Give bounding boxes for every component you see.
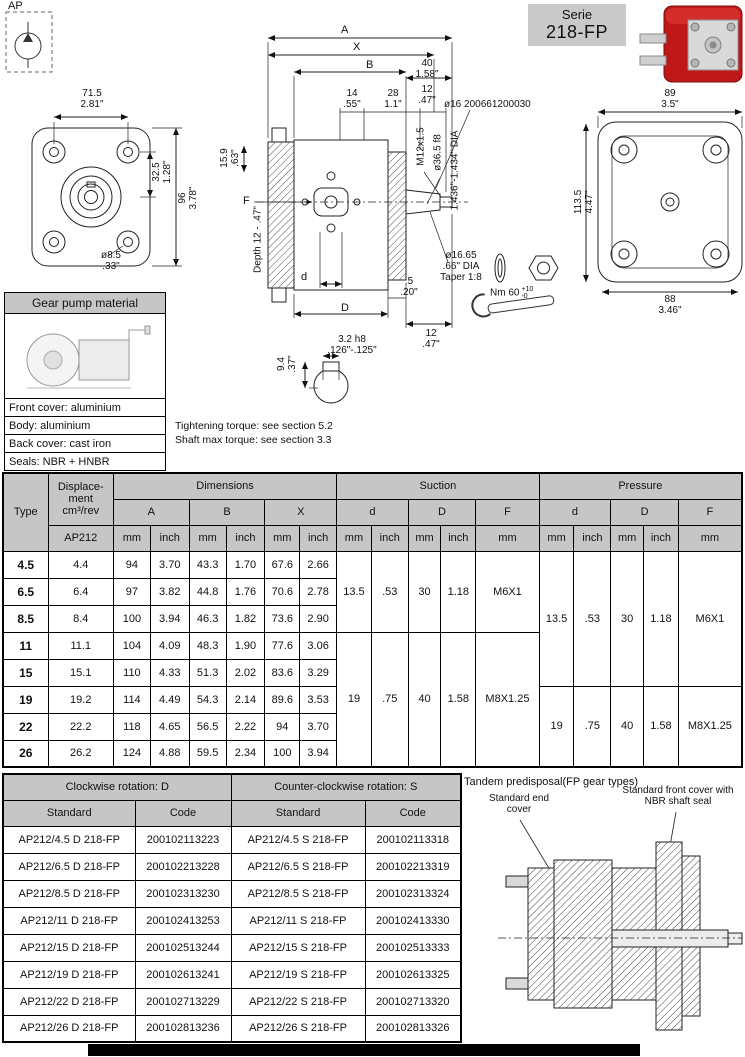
dimension-cell: 2.34 (226, 740, 265, 767)
dim-mm: .5 (404, 276, 414, 287)
material-row-body: Body: aluminium (5, 417, 165, 435)
dimension-cell: 2.22 (226, 713, 265, 740)
dim-width-71-5 (56, 88, 128, 110)
ap-symbol-drawing (6, 12, 52, 72)
dim-inch: 2.81" (80, 99, 104, 110)
dim-mm: 32.5 (151, 162, 162, 182)
codes-table-body (3, 826, 461, 1042)
torque-value: Nm 60 (490, 287, 520, 299)
dimension-cell: 2.90 (300, 605, 337, 632)
dim-inch: 1.28" (162, 160, 173, 184)
dim-inch: .55" (343, 99, 361, 110)
pressure-cell: 30 (611, 551, 644, 686)
ccw-standard-cell: AP212/11 S 218-FP (231, 907, 365, 934)
cw-code-cell: 200102313230 (135, 880, 231, 907)
dim-inch: .126"-.125" (327, 345, 377, 356)
dim-mm: 12 (421, 84, 433, 95)
dim-height-96 (177, 178, 199, 218)
key-detail-drawing (305, 356, 348, 403)
pressure-cell: M8X1.25 (678, 686, 742, 767)
dimension-cell: 94 (265, 713, 300, 740)
type-cell: 19 (3, 686, 48, 713)
dim-o16-code: ø16 200661200030 (444, 99, 531, 110)
dim-12-top (414, 84, 440, 106)
col-header-pressure-D: D (611, 499, 679, 525)
codes-table-row (3, 853, 461, 880)
material-row-seals: Seals: NBR + HNBR (9, 455, 110, 468)
dim-mm: 88 (664, 294, 676, 305)
unit-mm: mm (337, 525, 372, 551)
cw-standard-cell: AP212/26 D 218-FP (3, 1015, 135, 1042)
unit-mm: mm (265, 525, 300, 551)
suction-cell: 40 (408, 632, 441, 767)
dim-mm: 96 (177, 192, 188, 204)
dimension-cell: 3.82 (150, 578, 189, 605)
dimension-cell: 44.8 (189, 578, 226, 605)
dimension-cell: 104 (114, 632, 151, 659)
col-header-pressure-d: d (539, 499, 611, 525)
group-header-suction: Suction (337, 473, 540, 499)
ap-symbol-label: AP (8, 0, 23, 12)
dimension-cell: 1.90 (226, 632, 265, 659)
unit-mm: mm (611, 525, 644, 551)
dim-taper: Taper 1:8 (440, 272, 482, 283)
serie-label: Serie (561, 7, 593, 22)
dim-mm: 40 (421, 58, 433, 69)
dim-89 (646, 88, 694, 110)
col-header-B: B (189, 499, 265, 525)
ccw-code-cell: 200102113318 (365, 826, 461, 853)
subheader-standard-ccw: Standard (231, 800, 365, 826)
type-cell: 6.5 (3, 578, 48, 605)
cw-standard-cell: AP212/4.5 D 218-FP (3, 826, 135, 853)
pressure-cell: 1.58 (644, 686, 679, 767)
suction-cell: 30 (408, 551, 441, 632)
cw-code-cell: 200102713229 (135, 988, 231, 1015)
displacement-cell: 15.1 (48, 659, 113, 686)
note-tightening-torque: Tightening torque: see section 5.2 (175, 420, 333, 432)
dim-letter-d: d (301, 271, 308, 283)
dimension-cell: 2.78 (300, 578, 337, 605)
tandem-section-drawing (462, 772, 745, 1045)
dimension-cell: 77.6 (265, 632, 300, 659)
dim-letter-D: D (341, 302, 349, 314)
unit-mm: mm (408, 525, 441, 551)
dim-hole-8-5 (88, 250, 134, 272)
dimension-cell: 100 (265, 740, 300, 767)
material-box-image (5, 314, 165, 399)
dim-inch: .66" DIA (442, 261, 480, 272)
header-row-groups (3, 473, 742, 499)
col-header-X: X (265, 499, 337, 525)
dimension-cell: 70.6 (265, 578, 300, 605)
codes-subheader-row (3, 800, 461, 826)
torque-tol-lower: -0 (521, 293, 528, 300)
col-header-suction-d: d (337, 499, 409, 525)
dim-mm: 15.9 (219, 148, 230, 168)
material-row-back-cover: Back cover: cast iron (5, 435, 165, 453)
dimension-cell: 124 (114, 740, 151, 767)
pump-side-sketch (5, 314, 163, 398)
dim-letter-F: F (243, 195, 250, 207)
dimension-cell: 118 (114, 713, 151, 740)
ccw-code-cell: 200102513333 (365, 934, 461, 961)
unit-inch: inch (644, 525, 679, 551)
dim-letter-A: A (341, 24, 349, 36)
unit-inch: inch (150, 525, 189, 551)
dimension-cell: 100 (114, 605, 151, 632)
pressure-cell: .75 (574, 686, 611, 767)
header-row-units (3, 525, 742, 551)
codes-header-row (3, 774, 461, 800)
dimension-cell: 3.53 (300, 686, 337, 713)
dim-40 (407, 58, 447, 80)
main-table-body (3, 551, 742, 767)
dim-88 (646, 294, 694, 316)
header-row-letters (3, 499, 742, 525)
displacement-cell: 22.2 (48, 713, 113, 740)
cw-standard-cell: AP212/11 D 218-FP (3, 907, 135, 934)
type-cell: 26 (3, 740, 48, 767)
pressure-cell: 1.18 (644, 551, 679, 686)
type-cell: 22 (3, 713, 48, 740)
suction-cell: M6X1 (476, 551, 539, 632)
unit-inch: inch (441, 525, 476, 551)
group-header-pressure: Pressure (539, 473, 742, 499)
dim-mm: 14 (346, 88, 358, 99)
dimension-cell: 48.3 (189, 632, 226, 659)
dimension-cell: 4.49 (150, 686, 189, 713)
serie-badge (528, 4, 626, 46)
header-counter-clockwise: Counter-clockwise rotation: S (231, 774, 461, 800)
cw-standard-cell: AP212/15 D 218-FP (3, 934, 135, 961)
dim-113-5 (573, 184, 595, 220)
dimension-cell: 114 (114, 686, 151, 713)
cw-code-cell: 200102413253 (135, 907, 231, 934)
dim-inch: .37" (287, 355, 298, 373)
col-header-suction-F: F (476, 499, 539, 525)
dimension-cell: 3.70 (300, 713, 337, 740)
ccw-standard-cell: AP212/15 S 218-FP (231, 934, 365, 961)
pressure-cell: M6X1 (678, 551, 742, 686)
dimension-cell: 2.66 (300, 551, 337, 578)
footer-bar (88, 1044, 640, 1056)
dimension-cell: 51.3 (189, 659, 226, 686)
cw-code-cell: 200102513244 (135, 934, 231, 961)
ccw-standard-cell: AP212/4.5 S 218-FP (231, 826, 365, 853)
cw-code-cell: 200102813236 (135, 1015, 231, 1042)
unit-mm: mm (114, 525, 151, 551)
subheader-code-cw: Code (135, 800, 231, 826)
dim-letter-B: B (366, 59, 374, 71)
cw-standard-cell: AP212/19 D 218-FP (3, 961, 135, 988)
type-cell: 15 (3, 659, 48, 686)
dimension-cell: 54.3 (189, 686, 226, 713)
cw-standard-cell: AP212/6.5 D 218-FP (3, 853, 135, 880)
dim-inch: .47" (418, 95, 436, 106)
cw-standard-cell: AP212/22 D 218-FP (3, 988, 135, 1015)
displacement-line2: ment (68, 493, 93, 506)
serie-value: 218-FP (545, 22, 609, 42)
dim-inch: 4.47" (584, 190, 595, 214)
subheader-standard-cw: Standard (3, 800, 135, 826)
dim-0-5 (395, 276, 423, 298)
col-header-ap212: AP212 (48, 525, 113, 551)
dim-inch: .33" (102, 261, 120, 272)
dim-letter-X: X (353, 41, 361, 53)
unit-mm: mm (476, 525, 539, 551)
torque-spec (490, 286, 533, 300)
ccw-standard-cell: AP212/8.5 S 218-FP (231, 880, 365, 907)
col-header-displacement (48, 473, 113, 525)
dim-inch: 1.58" (415, 69, 439, 80)
dimension-cell: 89.6 (265, 686, 300, 713)
dim-mm: 113.5 (573, 189, 584, 215)
suction-cell: 13.5 (337, 551, 372, 632)
ccw-code-cell: 200102813326 (365, 1015, 461, 1042)
pressure-cell: 40 (611, 686, 644, 767)
col-header-type: Type (3, 473, 48, 551)
dimension-cell: 83.6 (265, 659, 300, 686)
col-header-A: A (114, 499, 190, 525)
ccw-code-cell: 200102313324 (365, 880, 461, 907)
dimension-cell: 110 (114, 659, 151, 686)
dim-o36-5: ø36.5 f8 (432, 134, 444, 171)
displacement-cell: 19.2 (48, 686, 113, 713)
pressure-cell: 19 (539, 686, 574, 767)
ccw-code-cell: 200102213319 (365, 853, 461, 880)
dim-mm: ø8.5 (100, 250, 121, 261)
product-photo (640, 6, 742, 82)
dimension-cell: 4.33 (150, 659, 189, 686)
dim-mm: ø16.65 (445, 250, 477, 261)
col-header-pressure-F: F (678, 499, 742, 525)
dimension-cell: 4.88 (150, 740, 189, 767)
main-table-row (3, 551, 742, 578)
dimension-cell: 59.5 (189, 740, 226, 767)
dimension-cell: 3.94 (150, 605, 189, 632)
dim-mm: 9.4 (276, 357, 287, 371)
displacement-cell: 8.4 (48, 605, 113, 632)
dimension-cell: 56.5 (189, 713, 226, 740)
dimension-cell: 4.09 (150, 632, 189, 659)
type-cell: 11 (3, 632, 48, 659)
dimension-cell: 97 (114, 578, 151, 605)
dimension-cell: 94 (114, 551, 151, 578)
suction-cell: 1.18 (441, 551, 476, 632)
dim-mm: 3.2 h8 (338, 334, 366, 345)
col-header-suction-D: D (408, 499, 476, 525)
dimension-cell: 67.6 (265, 551, 300, 578)
dimension-cell: 43.3 (189, 551, 226, 578)
dimension-cell: 1.70 (226, 551, 265, 578)
dimension-cell: 73.6 (265, 605, 300, 632)
type-cell: 8.5 (3, 605, 48, 632)
unit-inch: inch (226, 525, 265, 551)
displacement-cell: 4.4 (48, 551, 113, 578)
suction-cell: M8X1.25 (476, 632, 539, 767)
dimension-cell: 1.76 (226, 578, 265, 605)
codes-table-row (3, 1015, 461, 1042)
ccw-code-cell: 200102613325 (365, 961, 461, 988)
suction-cell: .53 (371, 551, 408, 632)
dim-28 (378, 88, 408, 110)
specs-table (2, 472, 743, 768)
ccw-standard-cell: AP212/26 S 218-FP (231, 1015, 365, 1042)
dim-key-width (316, 334, 388, 356)
dim-14 (338, 88, 366, 110)
pressure-cell: 13.5 (539, 551, 574, 686)
displacement-cell: 6.4 (48, 578, 113, 605)
displacement-cell: 26.2 (48, 740, 113, 767)
suction-cell: .75 (371, 632, 408, 767)
dimension-cell: 1.82 (226, 605, 265, 632)
cw-code-cell: 200102213228 (135, 853, 231, 880)
pressure-cell: .53 (574, 551, 611, 686)
dim-inch: .63" (230, 149, 241, 167)
rotation-codes-table (2, 773, 462, 1043)
unit-inch: inch (371, 525, 408, 551)
codes-table-row (3, 826, 461, 853)
dim-inch: .20" (400, 287, 418, 298)
tandem-label-end-cover: Standard end cover (488, 793, 550, 815)
dim-dia-range: 1.436"-1.434" DIA (449, 130, 461, 211)
torque-tol-upper: +10 (521, 286, 534, 293)
displacement-line3: cm³/rev (62, 505, 100, 518)
displacement-cell: 11.1 (48, 632, 113, 659)
group-header-dimensions: Dimensions (114, 473, 337, 499)
unit-inch: inch (300, 525, 337, 551)
tandem-title: Tandem predisposal(FP gear types) (464, 776, 639, 788)
codes-table-row (3, 880, 461, 907)
ccw-standard-cell: AP212/19 S 218-FP (231, 961, 365, 988)
dimension-cell: 3.94 (300, 740, 337, 767)
subheader-code-ccw: Code (365, 800, 461, 826)
unit-mm: mm (189, 525, 226, 551)
dimension-cell: 2.14 (226, 686, 265, 713)
dim-key-height (276, 350, 298, 378)
dim-15-9 (219, 141, 241, 175)
dimension-cell: 3.29 (300, 659, 337, 686)
dim-mm: 89 (664, 88, 676, 99)
dim-12-bottom (417, 328, 445, 350)
suction-cell: 1.58 (441, 632, 476, 767)
dimension-cell: 46.3 (189, 605, 226, 632)
torque-notes (175, 419, 333, 447)
ccw-code-cell: 200102713320 (365, 988, 461, 1015)
material-box-title: Gear pump material (5, 293, 165, 314)
tandem-label-front-cover: Standard front cover with NBR shaft seal (622, 785, 734, 807)
cw-code-cell: 200102613241 (135, 961, 231, 988)
unit-mm: mm (678, 525, 742, 551)
cw-standard-cell: AP212/8.5 D 218-FP (3, 880, 135, 907)
dim-inch: 3.78" (188, 186, 199, 210)
dim-inch: 1.1" (384, 99, 402, 110)
suction-cell: 19 (337, 632, 372, 767)
codes-table-row (3, 907, 461, 934)
dimension-cell: 3.70 (150, 551, 189, 578)
dimension-cell: 4.65 (150, 713, 189, 740)
unit-inch: inch (574, 525, 611, 551)
codes-table-row (3, 934, 461, 961)
codes-table-row (3, 961, 461, 988)
dim-mm: 71.5 (82, 88, 102, 99)
header-clockwise: Clockwise rotation: D (3, 774, 231, 800)
type-cell: 4.5 (3, 551, 48, 578)
codes-table-row (3, 988, 461, 1015)
dim-inch: 3.5" (661, 99, 679, 110)
ccw-code-cell: 200102413330 (365, 907, 461, 934)
dimension-cell: 2.02 (226, 659, 265, 686)
cw-code-cell: 200102113223 (135, 826, 231, 853)
dim-mm: 28 (387, 88, 399, 99)
dim-inch: 3.46" (658, 305, 682, 316)
back-view-drawing (586, 112, 742, 292)
dim-mm: 12 (425, 328, 437, 339)
unit-mm: mm (539, 525, 574, 551)
dimension-cell: 3.06 (300, 632, 337, 659)
dim-inch: .47" (422, 339, 440, 350)
displacement-line1: Displace- (57, 481, 104, 494)
material-row-front-cover: Front cover: aluminium (5, 399, 165, 417)
dim-o16-65 (430, 250, 492, 283)
ccw-standard-cell: AP212/22 S 218-FP (231, 988, 365, 1015)
ccw-standard-cell: AP212/6.5 S 218-FP (231, 853, 365, 880)
dim-m12x15: M12x1.5 (415, 127, 427, 166)
note-shaft-torque: Shaft max torque: see section 3.3 (175, 434, 332, 446)
dim-height-32-5 (151, 152, 173, 192)
dim-depth: Depth 12 - .47" (252, 206, 264, 273)
material-box (4, 292, 166, 471)
